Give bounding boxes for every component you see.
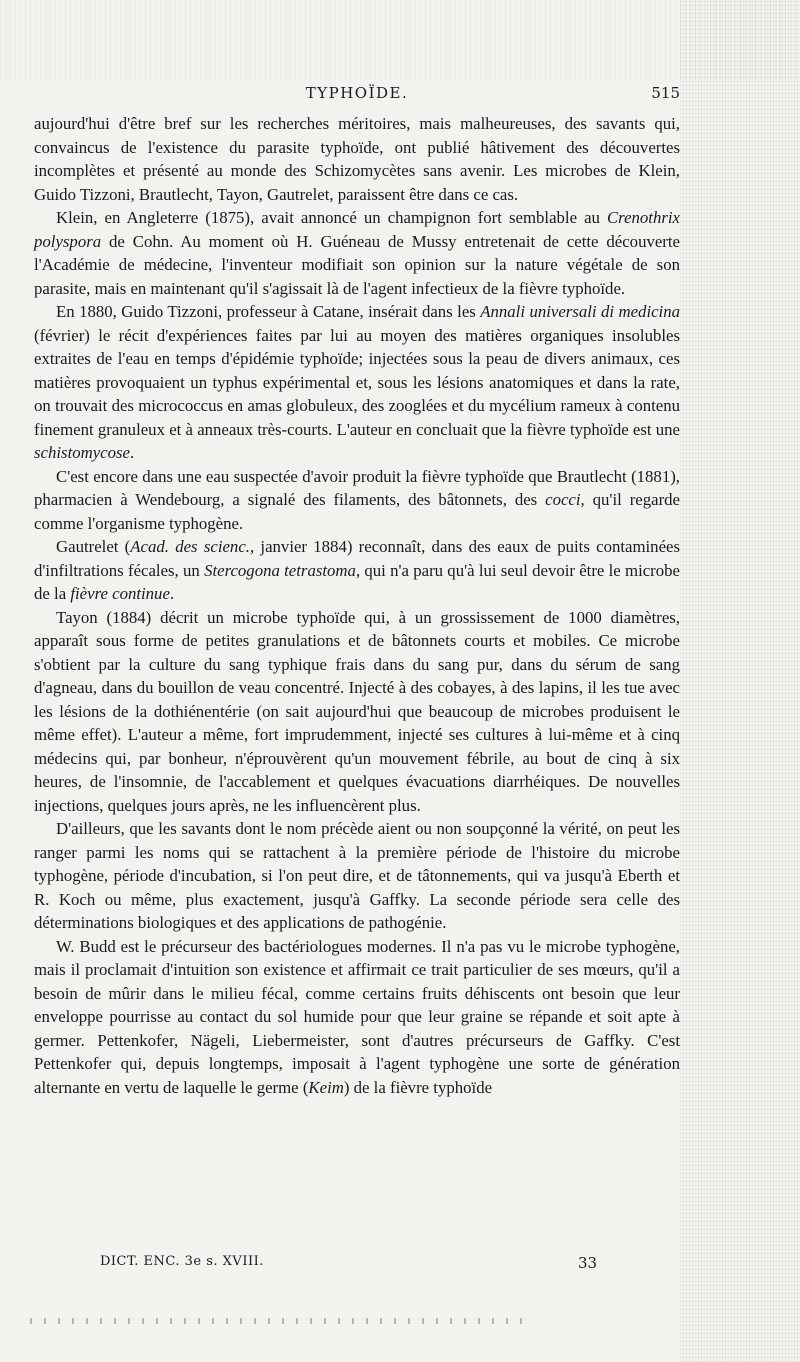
- paragraph: [34, 535, 680, 606]
- text-run: C'est encore dans une eau suspectée d'avoir produit la fièvre typhoïde que Brautlecht (1881), pharmacien à Wendebourg, a signalé des filaments, des bâtonnets, des: [34, 466, 680, 509]
- italic-run: Crenothrix polyspora: [34, 208, 680, 251]
- text-run: , janvier 1884) reconnaît, dans des eaux de puits contaminées d'infiltrations fécales, un: [34, 537, 680, 580]
- italic-run: schistomycose: [34, 443, 131, 462]
- running-title: TYPHOÏDE.: [305, 84, 409, 102]
- page-header: [34, 84, 680, 110]
- text-run: Tayon (1884) décrit un microbe typhoïde qui, à un grossissement de 1000 diamètres, apparaît sous forme de petites granulations et de bâtonnets courts et mobiles. Ce microbe s'obtient par la culture du sang typhique frais dans du sang pur, dans du sérum de sang d'agneau, dans du bouillon de veau concentré. Injecté à des cobayes, à des lapins, il les tue avec les lésions de la dothiénentérie (on sait aujourd'hui que beaucoup de microbes produisent le même effet). L'auteur a même, fort imprudemment, injecté ses cultures à lui-même et à cinq médecins qui, par bonheur, n'éprouvèrent qu'un mouvement fébrile, au bout de cinq à six heures, de l'insomnie, de l'accablement et quelques évacuations diarrhéiques. De nouvelles injections, quelques jours après, ne les influencèrent plus.: [34, 607, 680, 815]
- italic-run: Acad. des scienc.: [130, 537, 250, 556]
- scan-noise-bottom: [30, 1318, 530, 1324]
- body-text: [34, 112, 680, 1099]
- text-run: .: [169, 584, 175, 603]
- paragraph: [34, 935, 680, 1100]
- text-run: D'ailleurs, que les savants dont le nom précède aient ou non soupçonné la vérité, on peut les ranger parmi les noms qui se rattachent à la première période de l'histoire du microbe typhogène, période d'incubation, si l'on peut dire, et de tâtonnements, qui va jusqu'à Eberth et R. Koch ou même, plus exactement, jusqu'à Gaffky. La seconde période sera celle des déterminations biologiques et des applications de pathogénie.: [34, 819, 680, 932]
- text-run: En 1880, Guido Tizzoni, professeur à Catane, insérait dans les: [56, 302, 481, 321]
- italic-run: cocci,: [545, 490, 585, 509]
- printer-signature: DICT. ENC. 3e s. XVIII.: [100, 1254, 264, 1269]
- paragraph: [34, 206, 680, 300]
- text-run: W. Budd est le précurseur des bactériologues modernes. Il n'a pas vu le microbe typhogène, mais il proclamait d'intuition son existence et affirmait ce trait particulier de ses mœurs, qu'il a besoin de mûrir dans le milieu fécal, comme certains fruits déhiscents ont besoin que leur enveloppe pourrisse au contact du sol humide pour que leur graine se répande et soit apte à germer. Pettenkofer, Nägeli, Liebermeister, sont d'autres précurseurs de Gaffky. C'est Pettenkofer qui, depuis longtemps, imposait à l'agent typhogène une sorte de génération alternante en vertu de laquelle le germe (: [34, 936, 680, 1097]
- page-footer: [100, 1254, 680, 1276]
- text-run: de Cohn. Au moment où H. Guéneau de Mussy entretenait de cette découverte l'Académie de médecine, l'inventeur modifiait son opinion sur la nature végétale de son parasite, mais en maintenant qu'il s'agissait là de l'agent infectieux de la fièvre typhoïde.: [34, 231, 680, 298]
- paragraph: [34, 606, 680, 818]
- signature-mark: 33: [578, 1254, 598, 1272]
- paragraph: [34, 300, 680, 465]
- paragraph: [34, 112, 680, 206]
- text-run: aujourd'hui d'être bref sur les recherches méritoires, mais malheureuses, des savants qui, convaincus de l'existence du parasite typhoïde, ont publié hâtivement des découvertes incomplètes et présenté au monde des Schizomycètes sans avenir. Les microbes de Klein, Guido Tizzoni, Brautlecht, Tayon, Gautrelet, paraissent être dans ce cas.: [34, 114, 680, 204]
- scan-noise-top: [0, 0, 800, 80]
- text-run: Klein, en Angleterre (1875), avait annoncé un champignon fort semblable au: [56, 208, 607, 227]
- italic-run: Keim: [308, 1077, 344, 1097]
- text-run: (février) le récit d'expériences faites par lui au moyen des matières organiques insolubles extraites de l'eau en temps d'épidémie typhoïde; injectées sous la peau de divers animaux, ces matières provoquaient un typhus expérimental et, sous les lésions anatomiques et dans la rate, on trouvait des micrococcus en amas globuleux, des zooglées et du mycélium rameux à contenu finement granuleux et à anneaux très-courts. L'auteur en concluait que la fièvre typhoïde est une: [34, 325, 680, 439]
- italic-run: Stercogona tetrastoma: [204, 560, 356, 580]
- paragraph: [34, 465, 680, 536]
- page-number: 515: [651, 84, 680, 102]
- scan-noise-right-edge: [680, 0, 800, 1362]
- text-run: .: [130, 443, 135, 462]
- text-run: ) de la fièvre typhoïde: [343, 1077, 493, 1097]
- text-run: qu'il regarde comme l'organisme typhogène.: [34, 490, 681, 533]
- italic-run: Annali universali di medicina: [480, 302, 681, 321]
- italic-run: fièvre continue: [70, 584, 170, 603]
- paragraph: [34, 817, 680, 935]
- text-run: , qui n'a paru qu'à lui seul devoir être le microbe de la: [34, 560, 681, 603]
- text-run: Gautrelet (: [56, 537, 131, 556]
